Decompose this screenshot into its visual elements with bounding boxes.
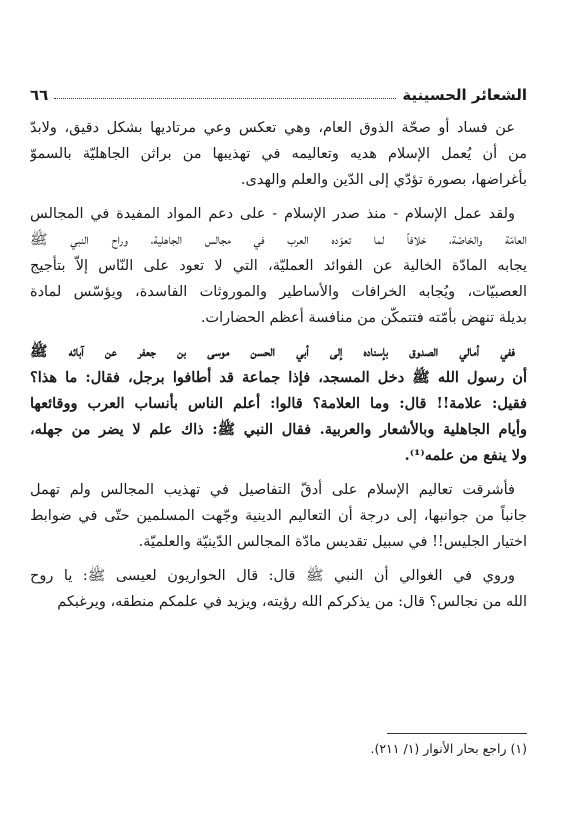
- text-line: فقيل: علامة!! قال: وما العلامة؟ قالوا: أعلم الناس بأنساب العرب ووقائعها: [30, 395, 527, 412]
- text-line: جانباً من جوانبها، إلى درجة أن التعاليم الدينية وجّهت المسلمين حتّى في ضوابط: [30, 508, 527, 524]
- footnote: [30, 738, 527, 760]
- paragraph: [30, 563, 527, 615]
- text-line: من أن يُعمل الإسلام هديه وتعاليمه في تهذيبها من براثن الجاهليّة بالسموّ: [30, 146, 527, 162]
- page-body: [30, 115, 527, 623]
- running-title: الشعائر الحسينية: [402, 86, 527, 104]
- header-dotted-rule: [54, 98, 396, 99]
- paragraph: [30, 115, 527, 193]
- text-line: اختيار الجليس!! في سبيل تقديس مادّة المجالس الدّينيّة والعلميّة.: [138, 534, 527, 550]
- text-line: وأيام الجاهلية وبالأشعار والعربية. فقال النبي ﷺ: ذاك علم لا يضر من جهله،: [30, 421, 527, 438]
- text-line: وروي في الغوالي أن النبي ﷺ قال: قال الحواريون لعيسى ﷺ: يا روح: [30, 568, 515, 584]
- footnote-text: (١) راجع بحار الأنوار (١/ ٢١١).: [370, 741, 527, 756]
- text-line: العامّة والخاصّة، خلافاً لما تعوّده العرب في مجالس الجاهلية، وراح النبي ﷺ: [30, 232, 527, 248]
- text-line: ففي أمالي الصدوق بإسناده إلى أبي الحسن موسى بن جعفر عن آبائه ﷺ: [30, 343, 515, 360]
- text-line: ولا ينفع من علمه⁽¹⁾.: [404, 447, 527, 464]
- text-line: ولقد عمل الإسلام - منذ صدر الإسلام - على دعم المواد المفيدة في المجالس: [30, 206, 515, 222]
- footnote-separator: [387, 733, 527, 734]
- text-line: أن رسول الله ﷺ دخل المسجد، فإذا جماعة قد أطافوا برجل، فقال: ما هذا؟: [30, 369, 527, 386]
- page-header: [30, 80, 527, 104]
- page-number: ٦٦: [30, 86, 49, 104]
- text-line: بديلة تنهض بأمّته فتتمكّن من منافسة أعظم الحضارات.: [200, 310, 527, 326]
- text-line: يجابه المادّة الخالية عن الفوائد العمليّة، التي لا تعود على النّاس إلاّ بتأجيج: [30, 258, 527, 274]
- text-line: فأشرقت تعاليم الإسلام على أدقّ التفاصيل في تهذيب المجالس ولم تهمل: [30, 482, 515, 498]
- paragraph: [30, 477, 527, 555]
- text-line: الله من نجالس؟ قال: من يذكركم الله رؤيته، ويزيد في علمكم منطقه، ويرغبكم: [57, 594, 527, 610]
- text-line: العصبيّات، ويُجابه الخرافات والأساطير والموروثات الفاسدة، ويؤسّس لمادة: [30, 284, 527, 300]
- paragraph: [30, 201, 527, 331]
- text-line: بأغراضها، بصورة تؤدّي إلى الدّين والعلم والهدى.: [240, 172, 527, 188]
- paragraph: [30, 339, 527, 469]
- text-line: عن فساد أو صحّة الذوق العام، وهي تعكس وعي مرتاديها بشكل دقيق، ولابدّ: [30, 120, 515, 136]
